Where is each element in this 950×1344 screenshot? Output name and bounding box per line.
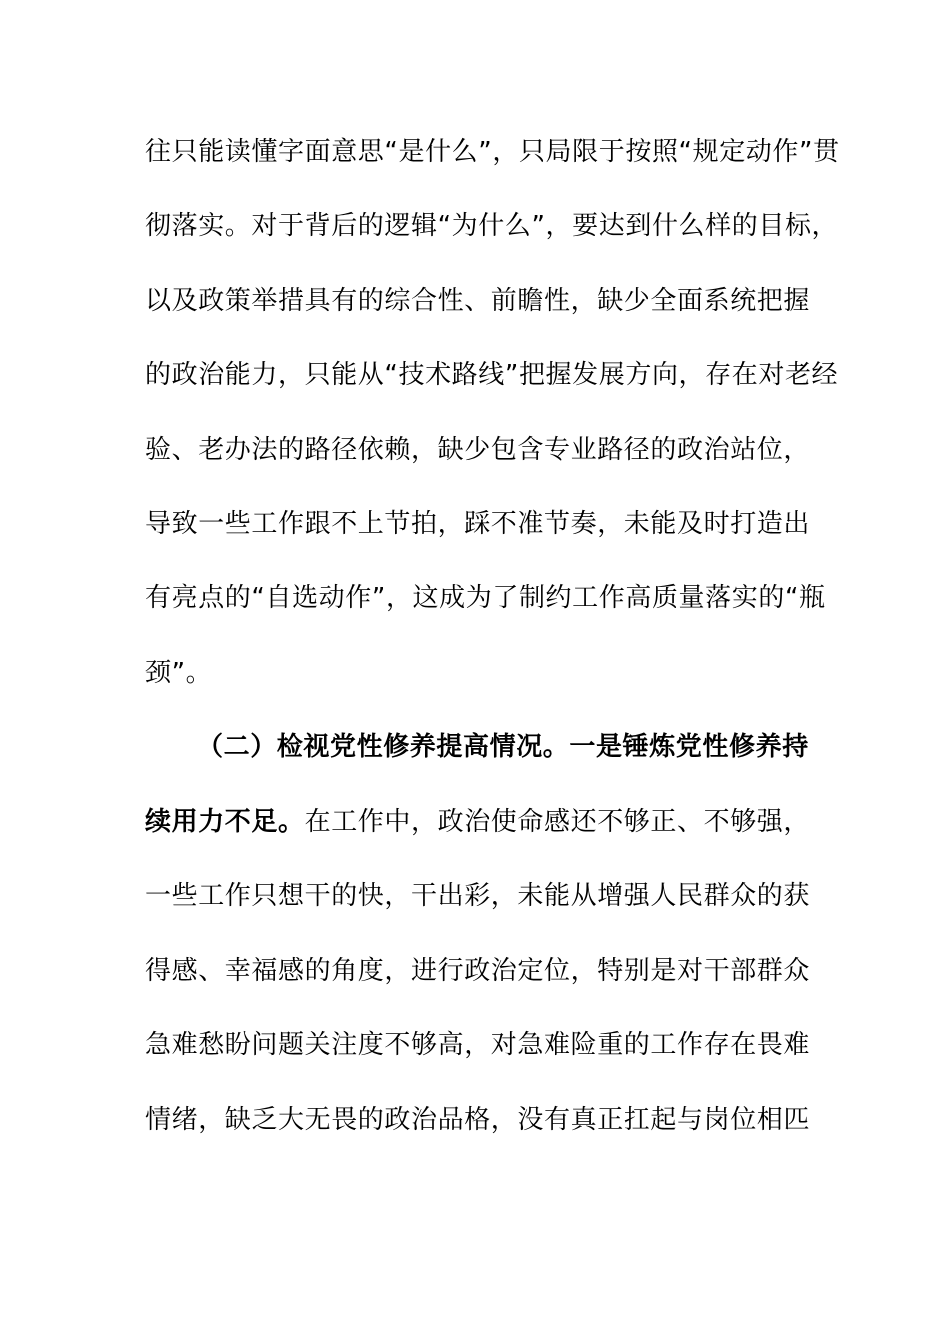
text-line: 的政治能力，只能从“技术路线”把握发展方向，存在对老经 [145, 360, 839, 390]
text-line: 得感、幸福感的角度，进行政治定位，特别是对干部群众 [145, 956, 811, 986]
text-line: 情绪，缺乏大无畏的政治品格，没有真正扛起与岗位相匹 [145, 1105, 811, 1135]
text-line: 一些工作只想干的快，干出彩，未能从增强人民群众的获 [145, 881, 811, 911]
text-span: 在工作中，政治使命感还不够正、不够强， [304, 807, 811, 837]
text-line: 有亮点的“自选动作”，这成为了制约工作高质量落实的“瓶 [145, 583, 826, 613]
text-line: 彻落实。对于背后的逻辑“为什么”，要达到什么样的目标， [145, 211, 839, 241]
text-line: 以及政策举措具有的综合性、前瞻性，缺少全面系统把握 [145, 286, 811, 316]
section-heading: （二）检视党性修养提高情况。一是锤炼党性修养持 [197, 732, 809, 762]
text-line: 导致一些工作跟不上节拍，踩不准节奏，未能及时打造出 [145, 509, 811, 539]
text-line: 颈”。 [145, 658, 213, 688]
text-line: 急难愁盼问题关注度不够高，对急难险重的工作存在畏难 [145, 1030, 811, 1060]
text-line: 验、老办法的路径依赖，缺少包含专业路径的政治站位， [145, 435, 811, 465]
text-line-mixed [145, 802, 811, 842]
section-subheading: 续用力不足。 [145, 807, 305, 837]
text-line: 往只能读懂字面意思“是什么”，只局限于按照“规定动作”贯 [145, 137, 840, 167]
